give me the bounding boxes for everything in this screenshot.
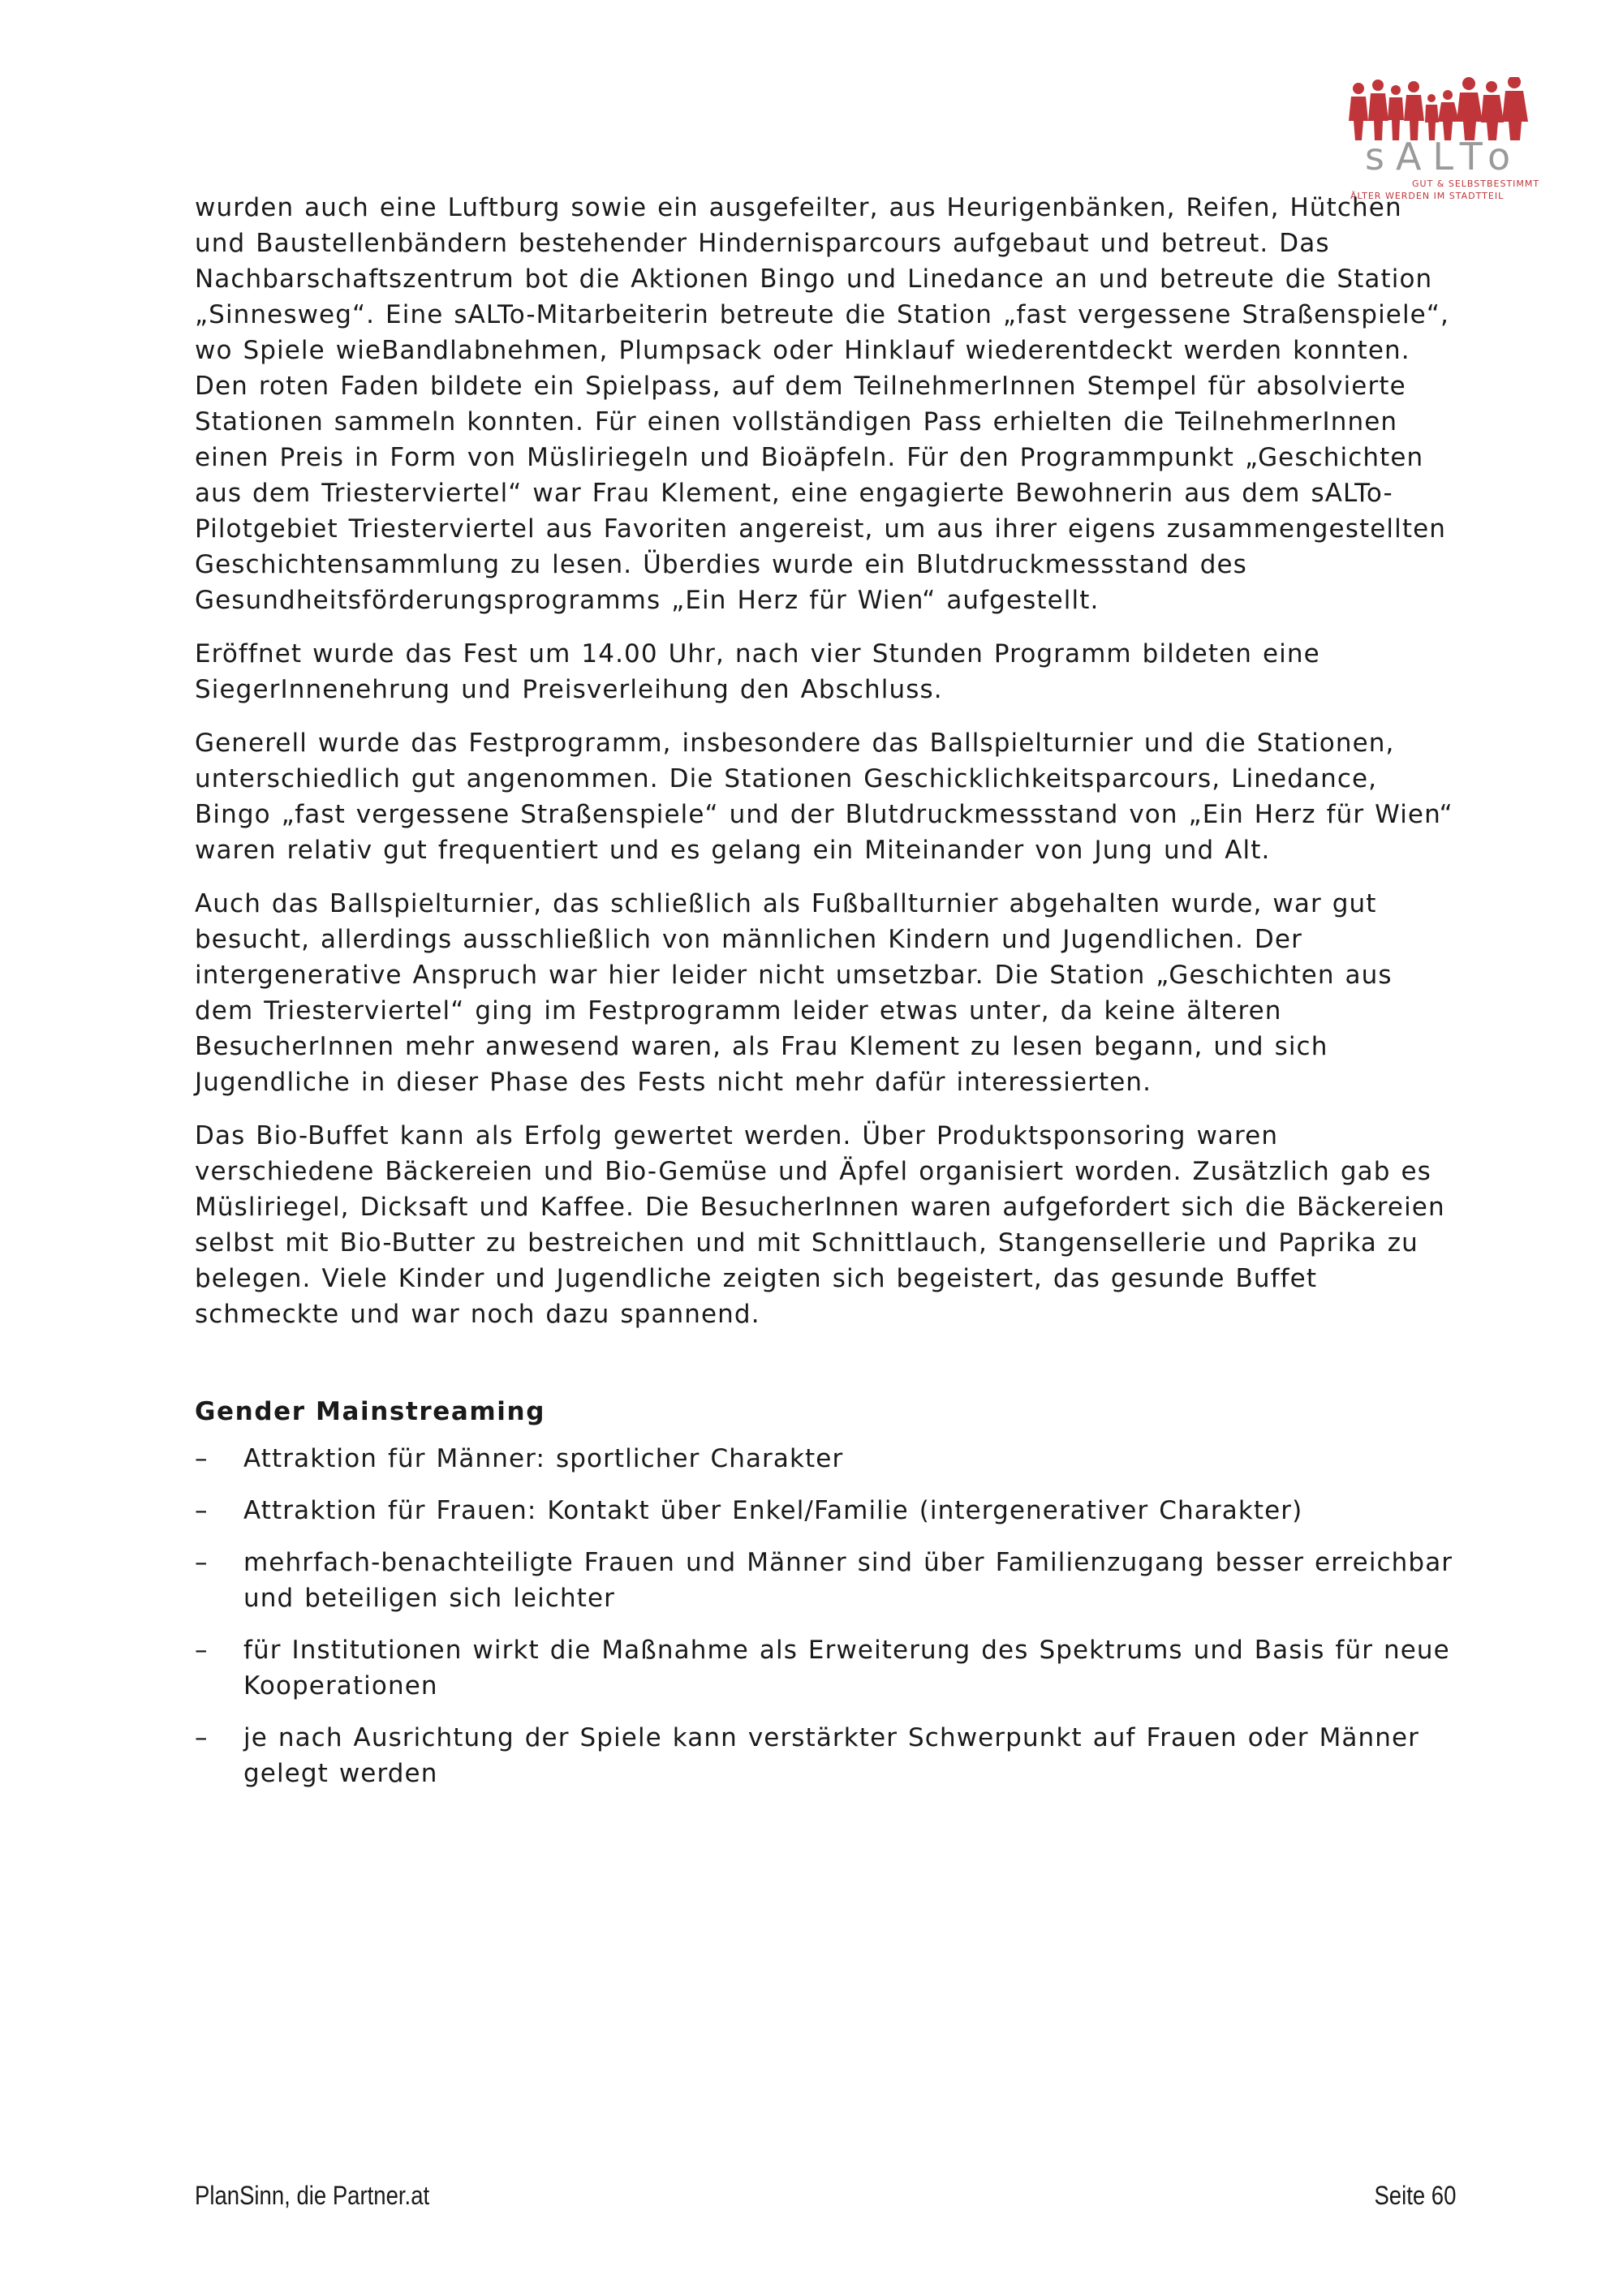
document-body	[195, 190, 1461, 1808]
list-item-text: für Institutionen wirkt die Maßnahme als Erweiterung des Spektrums und Basis für neue Kooperationen	[243, 1636, 1450, 1701]
salto-logo	[1347, 77, 1540, 207]
list-item	[195, 1632, 1461, 1704]
list-dash: –	[195, 1496, 209, 1525]
footer-page-number: Seite 60	[1374, 2181, 1456, 2210]
list-dash: –	[195, 1444, 209, 1473]
paragraph-1: wurden auch eine Luftburg sowie ein ausgefeilter, aus Heurigenbänken, Reifen, Hütchen und Baustellenbändern bestehender Hindernisparcours aufgebaut und betreut. Das Nachbarschaftszentrum bot die Aktionen Bingo und Linedance an und betreute die Station „Sinnesweg“. Eine sALTo-Mitarbeiterin betreute die Station „fast vergessene Straßenspiele“, wo Spiele wieBandlabnehmen, Plumpsack oder Hinklauf wiederentdeckt werden konnten. Den roten Faden bildete ein Spielpass, auf dem TeilnehmerInnen Stempel für absolvierte Stationen sammeln konnten. Für einen vollständigen Pass erhielten die TeilnehmerInnen einen Preis in Form von Müsliriegeln und Bioäpfeln. Für den Programmpunkt „Geschichten aus dem Triesterviertel“ war Frau Klement, eine engagierte Bewohnerin aus dem sALTo-Pilotgebiet Triesterviertel aus Favoriten angereist, um aus ihrer eigens zusammengestellten Geschichtensammlung zu lesen. Überdies wurde ein Blutdruckmessstand des Gesundheitsförderungsprogramms „Ein Herz für Wien“ aufgestellt.	[195, 193, 1449, 615]
logo-tagline-1: GUT & SELBSTBESTIMMT	[1412, 178, 1540, 189]
logo-tagline-2: ÄLTER WERDEN IM STADTTEIL	[1350, 191, 1505, 201]
list-item	[195, 1441, 1461, 1477]
list-item-text: Attraktion für Männer: sportlicher Charakter	[243, 1444, 844, 1473]
section-heading: Gender Mainstreaming	[195, 1397, 545, 1426]
list-item-text: Attraktion für Frauen: Kontakt über Enkel/Familie (intergenerativer Charakter)	[243, 1496, 1303, 1525]
list-dash: –	[195, 1548, 209, 1577]
footer-publisher: PlanSinn, die Partner.at	[195, 2181, 430, 2210]
paragraph-3: Generell wurde das Festprogramm, insbesondere das Ballspielturnier und die Stationen, unterschiedlich gut angenommen. Die Stationen Geschicklichkeitsparcours, Linedance, Bingo „fast vergessene Straßenspiele“ und der Blutdruckmessstand von „Ein Herz für Wien“ waren relativ gut frequentiert und es gelang ein Miteinander von Jung und Alt.	[195, 729, 1453, 865]
list-item	[195, 1493, 1461, 1529]
list-item-text: je nach Ausrichtung der Spiele kann verstärkter Schwerpunkt auf Frauen oder Männer gelegt werden	[243, 1723, 1420, 1788]
list-dash: –	[195, 1723, 209, 1752]
list-item	[195, 1545, 1461, 1616]
list-item-text: mehrfach-benachteiligte Frauen und Männer sind über Familienzugang besser erreichbar und beteiligen sich leichter	[243, 1548, 1453, 1613]
gender-mainstreaming-list	[195, 1441, 1461, 1791]
paragraph-5: Das Bio-Buffet kann als Erfolg gewertet werden. Über Produktsponsoring waren verschiedene Bäckereien und Bio-Gemüse und Äpfel organisiert worden. Zusätzlich gab es Müsliriegel, Dicksaft und Kaffee. Die BesucherInnen waren aufgefordert sich die Bäckereien selbst mit Bio-Butter zu bestreichen und mit Schnittlauch, Stangensellerie und Paprika zu belegen. Viele Kinder und Jugendliche zeigten sich begeistert, das gesunde Buffet schmeckte und war noch dazu spannend.	[195, 1121, 1445, 1329]
paragraph-2: Eröffnet wurde das Fest um 14.00 Uhr, nach vier Stunden Programm bildeten eine SiegerInnenehrung und Preisverleihung den Abschluss.	[195, 639, 1320, 704]
list-dash: –	[195, 1636, 209, 1665]
list-item	[195, 1720, 1461, 1791]
logo-wordmark: sALTo	[1365, 135, 1522, 178]
people-figures-icon	[1347, 77, 1534, 142]
paragraph-4: Auch das Ballspielturnier, das schließlich als Fußballturnier abgehalten wurde, war gut besucht, allerdings ausschließlich von männlichen Kindern und Jugendlichen. Der intergenerative Anspruch war hier leider nicht umsetzbar. Die Station „Geschichten aus dem Triesterviertel“ ging im Festprogramm leider etwas unter, da keine älteren BesucherInnen mehr anwesend waren, als Frau Klement zu lesen begann, und sich Jugendliche in dieser Phase des Fests nicht mehr dafür interessierten.	[195, 889, 1393, 1097]
